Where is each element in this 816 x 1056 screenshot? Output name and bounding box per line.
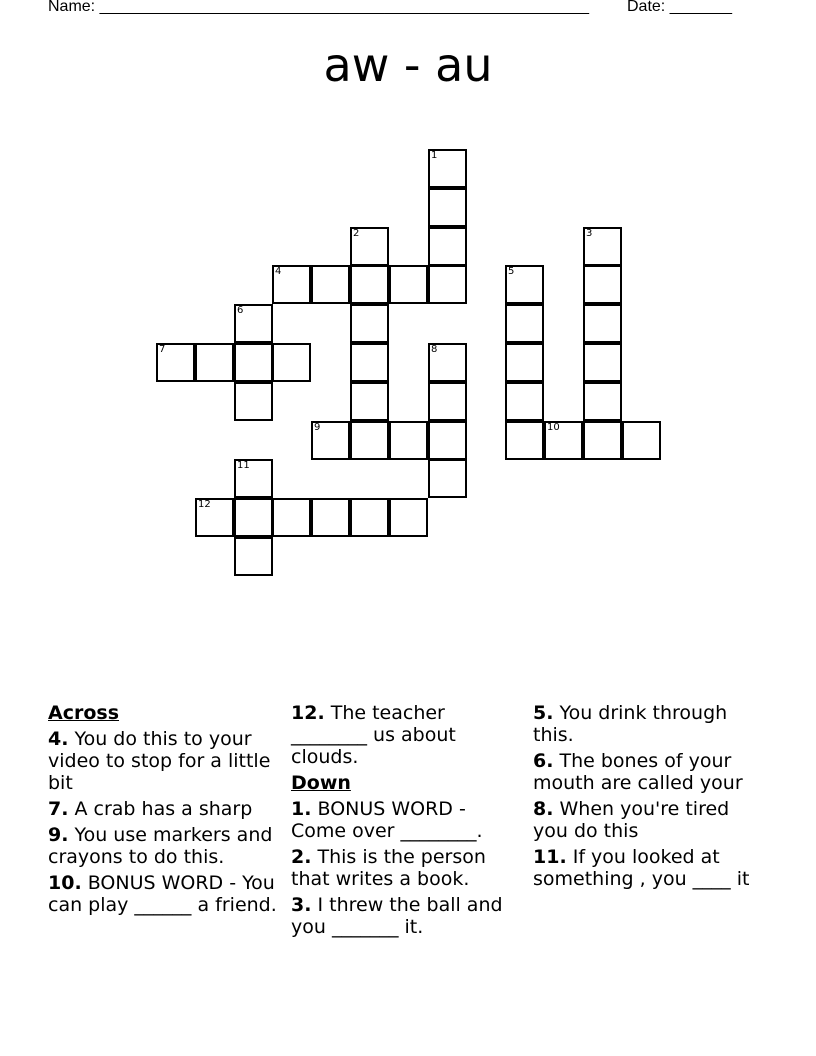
clue-text: You drink through this.: [533, 702, 728, 746]
clue-num: 1.: [291, 798, 312, 820]
grid-cell[interactable]: [195, 343, 234, 382]
clue-num: 7.: [48, 798, 69, 820]
clue-text: A crab has a sharp: [68, 798, 253, 820]
grid-cell[interactable]: [311, 421, 350, 460]
down-clue-list-continued: [533, 702, 763, 890]
clue-item: [48, 798, 278, 820]
grid-cell[interactable]: [234, 382, 273, 421]
clue-text: The teacher ________ us about clouds.: [291, 702, 456, 768]
clue-num: 5.: [533, 702, 554, 724]
clue-number: 2: [353, 228, 360, 239]
clue-item: [291, 798, 521, 842]
clue-number: 1: [431, 150, 438, 161]
grid-cell[interactable]: [195, 498, 234, 537]
grid-cell[interactable]: [272, 343, 311, 382]
grid-cell[interactable]: [583, 265, 622, 304]
grid-cell[interactable]: [350, 498, 389, 537]
clue-num: 12.: [291, 702, 325, 724]
clue-num: 6.: [533, 750, 554, 772]
grid-cell[interactable]: [583, 227, 622, 266]
clue-item: [48, 824, 278, 868]
grid-cell[interactable]: [428, 188, 467, 227]
grid-cell[interactable]: [428, 343, 467, 382]
clue-number: 4: [275, 266, 282, 277]
grid-cell[interactable]: [311, 265, 350, 304]
grid-cell[interactable]: [428, 459, 467, 498]
grid-cell[interactable]: [350, 421, 389, 460]
puzzle-title: aw - au: [323, 38, 493, 92]
grid-cell[interactable]: [389, 265, 428, 304]
clue-num: 8.: [533, 798, 554, 820]
across-heading: Across: [48, 702, 120, 724]
clue-number: 11: [237, 460, 250, 471]
clue-num: 4.: [48, 728, 69, 750]
grid-cell[interactable]: [583, 343, 622, 382]
grid-cell[interactable]: [428, 227, 467, 266]
clue-text: When you're tired you do this: [533, 798, 730, 842]
grid-cell[interactable]: [272, 498, 311, 537]
clue-num: 10.: [48, 872, 82, 894]
clue-item: [291, 894, 521, 938]
clue-item: [291, 846, 521, 890]
grid-cell[interactable]: [350, 304, 389, 343]
grid-cell[interactable]: [350, 382, 389, 421]
clue-text: If you looked at something , you ____ it: [533, 846, 750, 890]
clue-number: 7: [159, 344, 166, 355]
clue-item: [533, 798, 763, 842]
across-clue-list-continued: [291, 702, 521, 768]
clue-text: You do this to your video to stop for a little bit: [48, 728, 271, 794]
clue-number: 9: [314, 422, 321, 433]
clue-item: [48, 872, 278, 916]
clue-num: 9.: [48, 824, 69, 846]
grid-cell[interactable]: [156, 343, 195, 382]
grid-cell[interactable]: [428, 149, 467, 188]
name-field: Name: _______________________________________________________: [48, 0, 589, 15]
clue-item: [291, 702, 521, 768]
grid-cell[interactable]: [389, 421, 428, 460]
clue-num: 3.: [291, 894, 312, 916]
down-clue-list: [291, 798, 521, 938]
down-heading: Down: [291, 772, 351, 794]
clue-num: 11.: [533, 846, 567, 868]
grid-cell[interactable]: [234, 459, 273, 498]
grid-cell[interactable]: [428, 265, 467, 304]
clue-number: 10: [547, 422, 560, 433]
across-clue-list: [48, 728, 278, 916]
clue-text: BONUS WORD - You can play ______ a friend.: [48, 872, 277, 916]
grid-cell[interactable]: [350, 343, 389, 382]
grid-cell[interactable]: [350, 227, 389, 266]
clue-column-2: [291, 702, 521, 942]
date-field: Date: _______: [627, 0, 732, 15]
grid-cell[interactable]: [583, 382, 622, 421]
clue-text: You use markers and crayons to do this.: [48, 824, 273, 868]
grid-cell[interactable]: [583, 304, 622, 343]
grid-cell[interactable]: [428, 421, 467, 460]
clue-column-1: [48, 702, 278, 920]
clue-item: [48, 728, 278, 794]
grid-cell[interactable]: [234, 343, 273, 382]
clue-text: I threw the ball and you _______ it.: [291, 894, 503, 938]
clue-text: This is the person that writes a book.: [291, 846, 486, 890]
clue-item: [533, 846, 763, 890]
clue-number: 12: [198, 499, 211, 510]
grid-cell[interactable]: [505, 343, 544, 382]
grid-cell[interactable]: [234, 498, 273, 537]
clue-text: The bones of your mouth are called your: [533, 750, 743, 794]
grid-cell[interactable]: [234, 304, 273, 343]
grid-cell[interactable]: [583, 421, 622, 460]
grid-cell[interactable]: [505, 265, 544, 304]
grid-cell[interactable]: [234, 537, 273, 576]
grid-cell[interactable]: [428, 382, 467, 421]
clue-item: [533, 702, 763, 746]
grid-cell[interactable]: [505, 421, 544, 460]
grid-cell[interactable]: [505, 304, 544, 343]
grid-cell[interactable]: [389, 498, 428, 537]
clue-number: 8: [431, 344, 438, 355]
clue-column-3: [533, 702, 763, 894]
clue-text: BONUS WORD - Come over ________.: [291, 798, 483, 842]
grid-cell[interactable]: [350, 265, 389, 304]
clue-number: 6: [237, 305, 244, 316]
clue-num: 2.: [291, 846, 312, 868]
clue-item: [533, 750, 763, 794]
clue-number: 5: [508, 266, 515, 277]
grid-cell[interactable]: [544, 421, 583, 460]
grid-cell[interactable]: [272, 265, 311, 304]
grid-cell[interactable]: [622, 421, 661, 460]
grid-cell[interactable]: [311, 498, 350, 537]
grid-cell[interactable]: [505, 382, 544, 421]
clue-number: 3: [586, 228, 593, 239]
